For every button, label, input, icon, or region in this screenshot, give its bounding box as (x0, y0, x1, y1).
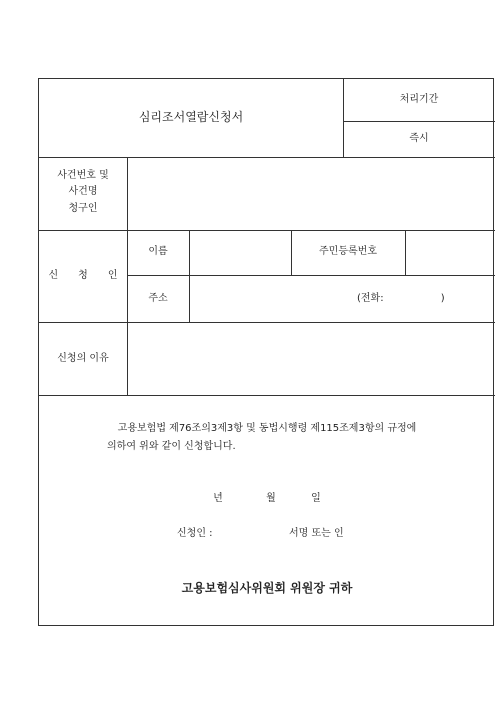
case-info-field[interactable] (128, 158, 494, 229)
name-label: 이름 (148, 246, 168, 257)
case-number-label: 사건번호 및 (57, 170, 109, 181)
date-day: 일 (311, 493, 321, 504)
case-name-label: 사건명 (68, 186, 98, 197)
applicant-sign-label: 신청인 : (177, 528, 213, 539)
date-month: 월 (266, 493, 276, 504)
reason-field[interactable] (128, 323, 494, 394)
name-field[interactable] (190, 231, 290, 274)
address-field[interactable] (190, 276, 494, 321)
processing-period-value: 즉시 (409, 133, 429, 144)
processing-period-label: 처리기간 (399, 94, 439, 105)
col-divider (291, 230, 292, 275)
recipient-line: 고용보험심사위원회 위원장 귀하 (181, 581, 353, 595)
applicant-label: 신 청 인 (48, 270, 118, 281)
reason-label: 신청의 이유 (57, 353, 109, 364)
address-label: 주소 (148, 293, 168, 304)
sign-hint: 서명 또는 인 (289, 528, 344, 539)
col-divider (343, 79, 344, 157)
resident-number-field[interactable] (406, 231, 494, 274)
application-form (38, 78, 494, 626)
statement-line-1: 고용보험법 제76조의3제3항 및 동법시행령 제115조제3항의 규정에 (117, 423, 417, 434)
row-divider (39, 395, 495, 396)
resident-number-label: 주민등록번호 (319, 246, 377, 257)
date-year: 년 (213, 493, 223, 504)
row-divider (343, 121, 495, 122)
form-title: 심리조서열람신청서 (138, 110, 244, 124)
statement-line-2: 의하여 위와 같이 신청합니다. (107, 441, 236, 452)
claimant-label: 청구인 (68, 203, 98, 214)
phone-label: (전화: ) (357, 293, 445, 304)
